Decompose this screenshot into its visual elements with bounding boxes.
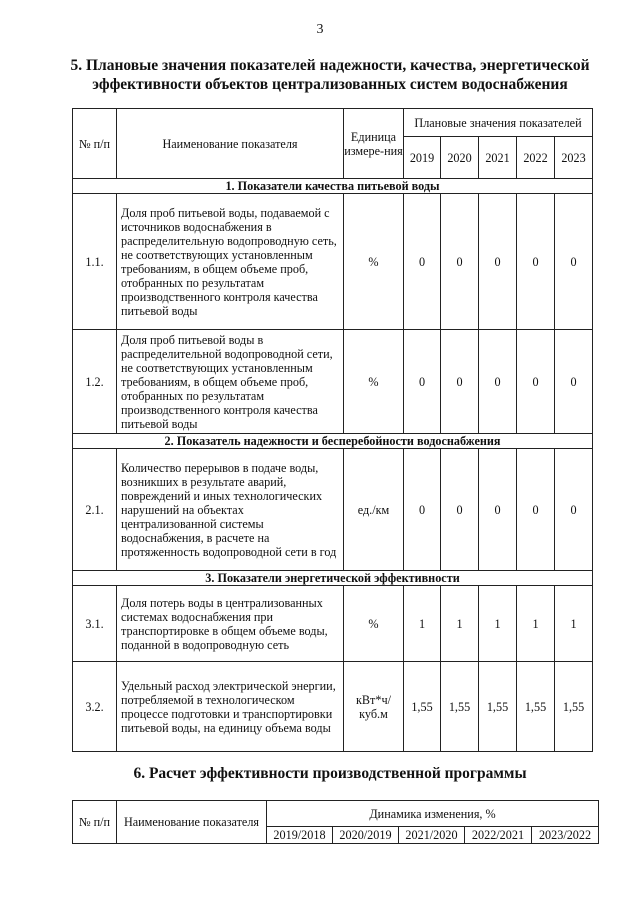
value-cell: 1: [517, 586, 555, 662]
efficiency-table: [72, 800, 599, 844]
indicator-unit: кВт*ч/ куб.м: [344, 662, 404, 752]
header-year: 2023: [555, 137, 593, 179]
indicator-unit: %: [344, 586, 404, 662]
value-cell: 1: [555, 586, 593, 662]
indicator-name: Удельный расход электрической энергии, потребляемой в технологическом процессе подготовки и транспортировки питьевой воды, на единицу объема воды: [117, 662, 344, 752]
value-cell: 0: [555, 449, 593, 571]
value-cell: 0: [404, 330, 441, 434]
row-number: 2.1.: [73, 449, 117, 571]
value-cell: 0: [441, 330, 479, 434]
row-number: 1.1.: [73, 194, 117, 330]
header-unit: Единица измере-ния: [344, 109, 404, 179]
header-name: Наименование показателя: [117, 801, 267, 844]
table-row: [73, 662, 593, 752]
row-number: 1.2.: [73, 330, 117, 434]
value-cell: 1,55: [555, 662, 593, 752]
header-year: 2019: [404, 137, 441, 179]
value-cell: 0: [479, 449, 517, 571]
header-period: 2019/2018: [267, 827, 333, 844]
table-row: [73, 586, 593, 662]
planned-indicators-table: [72, 108, 593, 752]
value-cell: 0: [479, 330, 517, 434]
section-5-heading: [60, 56, 600, 94]
header-num: № п/п: [73, 801, 117, 844]
value-cell: 1,55: [479, 662, 517, 752]
indicator-name: Доля потерь воды в централизованных системах водоснабжения при транспортировке в общем объеме воды, поданной в водопроводную сеть: [117, 586, 344, 662]
value-cell: 0: [441, 449, 479, 571]
header-name: Наименование показателя: [117, 109, 344, 179]
value-cell: 0: [404, 449, 441, 571]
header-year: 2022: [517, 137, 555, 179]
indicator-name: Количество перерывов в подаче воды, возникших в результате аварий, повреждений и иных технологических нарушений на объектах централизованной системы водоснабжения, в расчете на протяженность водопроводной сети в год: [117, 449, 344, 571]
header-year: 2021: [479, 137, 517, 179]
value-cell: 0: [404, 194, 441, 330]
indicator-unit: ед./км: [344, 449, 404, 571]
header-planned: Плановые значения показателей: [404, 109, 593, 137]
indicator-unit: %: [344, 194, 404, 330]
value-cell: 1,55: [441, 662, 479, 752]
category-row: 3. Показатели энергетической эффективности: [73, 571, 593, 586]
row-number: 3.1.: [73, 586, 117, 662]
header-year: 2020: [441, 137, 479, 179]
value-cell: 1,55: [404, 662, 441, 752]
header-dynamics: Динамика изменения, %: [267, 801, 599, 827]
header-period: 2021/2020: [399, 827, 465, 844]
value-cell: 0: [555, 194, 593, 330]
table-row: [73, 194, 593, 330]
value-cell: 0: [517, 330, 555, 434]
header-period: 2023/2022: [532, 827, 599, 844]
table-row: [73, 330, 593, 434]
page-number: 3: [316, 22, 324, 37]
section-5-title-line1: 5. Плановые значения показателей надежности, качества, энергетической: [70, 57, 590, 74]
value-cell: 1: [479, 586, 517, 662]
header-num: № п/п: [73, 109, 117, 179]
category-row: 2. Показатель надежности и бесперебойности водоснабжения: [73, 434, 593, 449]
value-cell: 0: [517, 449, 555, 571]
header-period: 2020/2019: [333, 827, 399, 844]
value-cell: 0: [479, 194, 517, 330]
category-row: 1. Показатели качества питьевой воды: [73, 179, 593, 194]
section-6-heading: 6. Расчет эффективности производственной программы: [133, 765, 527, 782]
value-cell: 0: [517, 194, 555, 330]
value-cell: 1,55: [517, 662, 555, 752]
header-period: 2022/2021: [465, 827, 532, 844]
section-5-title-line2: эффективности объектов централизованных систем водоснабжения: [92, 76, 568, 93]
value-cell: 1: [441, 586, 479, 662]
value-cell: 0: [555, 330, 593, 434]
row-number: 3.2.: [73, 662, 117, 752]
indicator-name: Доля проб питьевой воды, подаваемой с источников водоснабжения в распределительную водопроводную сеть, не соответствующих установленным требованиям, в общем объеме проб, отобранных по результатам производственного контроля качества питьевой воды: [117, 194, 344, 330]
indicator-name: Доля проб питьевой воды в распределительной водопроводной сети, не соответствующих установленным требованиям, в общем объеме проб, отобранных по результатам производственного контроля качества питьевой воды: [117, 330, 344, 434]
value-cell: 1: [404, 586, 441, 662]
value-cell: 0: [441, 194, 479, 330]
indicator-unit: %: [344, 330, 404, 434]
table-row: [73, 449, 593, 571]
